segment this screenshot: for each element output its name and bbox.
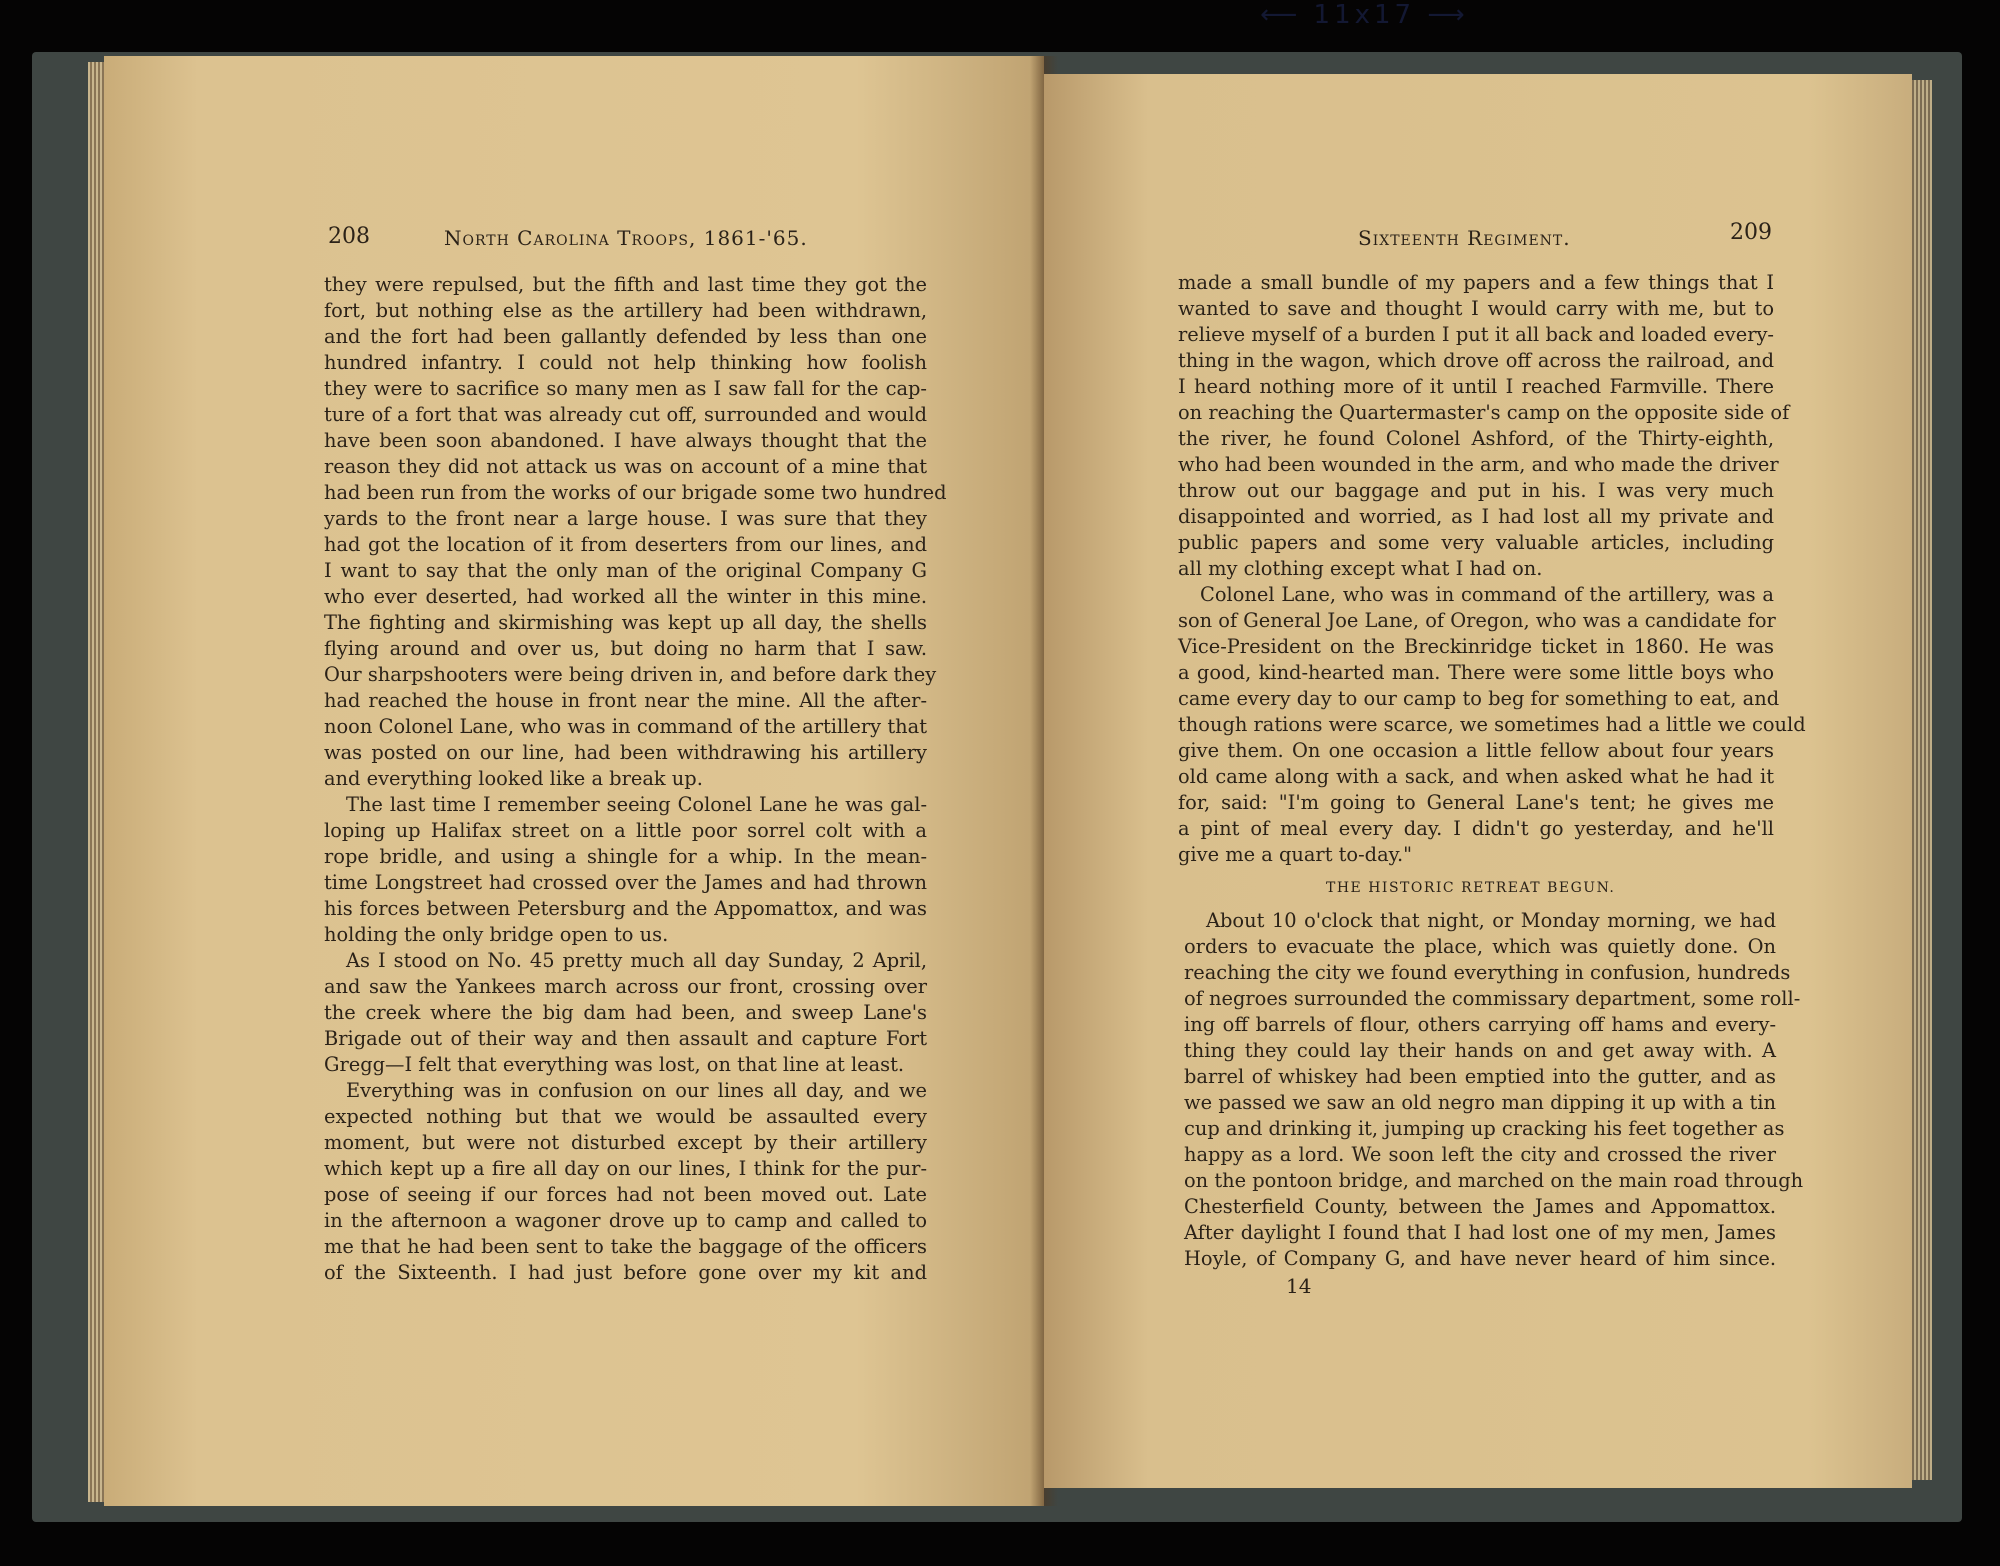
- text-line: time Longstreet had crossed over the James and had thrown: [324, 871, 927, 894]
- text-line: reason they did not attack us was on account of a mine that: [324, 455, 927, 478]
- text-line: the river, he found Colonel Ashford, of the Thirty-eighth,: [1178, 427, 1774, 450]
- text-line: and the fort had been gallantly defended by less than one: [324, 325, 927, 348]
- text-line: The fighting and skirmishing was kept up all day, the shells: [324, 611, 927, 634]
- text-line: came every day to our camp to beg for something to eat, and: [1178, 687, 1780, 710]
- text-line: moment, but were not disturbed except by their artillery: [324, 1131, 927, 1154]
- text-line: Our sharpshooters were being driven in, and before dark they: [324, 663, 937, 686]
- text-line: After daylight I found that I had lost one of my men, James: [1184, 1221, 1776, 1244]
- text-line: thing in the wagon, which drove off across the railroad, and: [1178, 349, 1774, 372]
- text-line: public papers and some very valuable articles, including: [1178, 531, 1774, 554]
- text-line: ture of a fort that was already cut off, surrounded and would: [324, 403, 927, 426]
- text-line: give them. On one occasion a little fellow about four years: [1178, 739, 1774, 762]
- text-line: was posted on our line, had been withdrawing his artillery: [324, 741, 927, 764]
- text-line: a pint of meal every day. I didn't go yesterday, and he'll: [1178, 817, 1774, 840]
- text-line: hundred infantry. I could not help thinking how foolish: [324, 351, 927, 374]
- text-line: disappointed and worried, as I had lost all my private and: [1178, 505, 1774, 528]
- text-line: pose of seeing if our forces had not been moved out. Late: [324, 1183, 927, 1206]
- text-line: who ever deserted, had worked all the winter in this mine.: [324, 585, 927, 608]
- right-page-text-top: [1178, 270, 1806, 868]
- right-page-text-bottom: [1184, 908, 1804, 1272]
- text-line: noon Colonel Lane, who was in command of the artillery that: [324, 715, 927, 738]
- text-line: flying around and over us, but doing no harm that I saw.: [324, 637, 927, 660]
- signature-mark: 14: [1286, 1274, 1312, 1298]
- left-page: [104, 56, 1044, 1506]
- text-line: on the pontoon bridge, and marched on the main road through: [1184, 1169, 1804, 1192]
- text-line: they were repulsed, but the fifth and last time they got the: [324, 273, 927, 296]
- text-line: the creek where the big dam had been, and sweep Lane's: [324, 1001, 927, 1024]
- text-line: Everything was in confusion on our lines all day, and we: [346, 1079, 927, 1102]
- text-line: in the afternoon a wagoner drove up to camp and called to: [324, 1209, 927, 1232]
- text-line: on reaching the Quartermaster's camp on the opposite side of: [1178, 401, 1790, 424]
- right-page: [1044, 74, 1912, 1488]
- text-line: his forces between Petersburg and the Appomattox, and was: [324, 897, 927, 920]
- text-line: me that he had been sent to take the baggage of the officers: [324, 1235, 927, 1258]
- text-line: thing they could lay their hands on and get away with. A: [1184, 1039, 1776, 1062]
- text-line: Chesterfield County, between the James and Appomattox.: [1184, 1195, 1776, 1218]
- text-line: loping up Halifax street on a little poor sorrel colt with a: [324, 819, 927, 842]
- page-number-right: 209: [1730, 220, 1772, 245]
- scale-marker: ⟵ 11x17 ⟶: [1260, 0, 1469, 30]
- text-line: a good, kind-hearted man. There were some little boys who: [1178, 661, 1774, 684]
- text-line: I want to say that the only man of the original Company G: [324, 559, 927, 582]
- text-line: Brigade out of their way and then assault and capture Fort: [324, 1027, 927, 1050]
- text-line: Colonel Lane, who was in command of the artillery, was a: [1200, 583, 1774, 606]
- text-line: relieve myself of a burden I put it all back and loaded every-: [1178, 323, 1774, 346]
- text-line: have been soon abandoned. I have always thought that the: [324, 429, 927, 452]
- text-line: About 10 o'clock that night, or Monday morning, we had: [1206, 909, 1776, 932]
- text-line: made a small bundle of my papers and a few things that I: [1178, 271, 1774, 294]
- text-line: Gregg—I felt that everything was lost, on that line at least.: [324, 1053, 905, 1076]
- text-line: give me a quart to-day.": [1178, 843, 1413, 866]
- text-line: had reached the house in front near the mine. All the after-: [324, 689, 927, 712]
- running-head-right: Sixteenth Regiment.: [1358, 226, 1571, 250]
- text-line: ing off barrels of flour, others carrying off hams and every-: [1184, 1013, 1776, 1036]
- section-heading: THE HISTORIC RETREAT BEGUN.: [1326, 880, 1616, 896]
- running-head-left: North Carolina Troops, 1861-'65.: [444, 226, 808, 250]
- text-line: orders to evacuate the place, which was quietly done. On: [1184, 935, 1776, 958]
- left-page-text: [324, 272, 947, 1286]
- text-line: of negroes surrounded the commissary department, some roll-: [1184, 987, 1801, 1010]
- text-line: fort, but nothing else as the artillery had been withdrawn,: [324, 299, 927, 322]
- page-edges-left: [88, 62, 104, 1502]
- text-line: The last time I remember seeing Colonel Lane he was gal-: [346, 793, 927, 816]
- text-line: all my clothing except what I had on.: [1178, 557, 1543, 580]
- text-line: reaching the city we found everything in confusion, hundreds: [1184, 961, 1791, 984]
- text-line: son of General Joe Lane, of Oregon, who was a candidate for: [1178, 609, 1776, 632]
- text-line: wanted to save and thought I would carry with me, but to: [1178, 297, 1774, 320]
- text-line: and everything looked like a break up.: [324, 767, 703, 790]
- text-line: yards to the front near a large house. I was sure that they: [324, 507, 927, 530]
- text-line: for, said: "I'm going to General Lane's tent; he gives me: [1178, 791, 1774, 814]
- text-line: rope bridle, and using a shingle for a whip. In the mean-: [324, 845, 927, 868]
- text-line: old came along with a sack, and when asked what he had it: [1178, 765, 1774, 788]
- text-line: though rations were scarce, we sometimes had a little we could: [1178, 713, 1806, 736]
- text-line: Vice-President on the Breckinridge ticket in 1860. He was: [1178, 635, 1774, 658]
- text-line: happy as a lord. We soon left the city and crossed the river: [1184, 1143, 1776, 1166]
- text-line: As I stood on No. 45 pretty much all day Sunday, 2 April,: [346, 949, 927, 972]
- text-line: I heard nothing more of it until I reached Farmville. There: [1178, 375, 1774, 398]
- text-line: holding the only bridge open to us.: [324, 923, 669, 946]
- text-line: throw out our baggage and put in his. I was very much: [1178, 479, 1774, 502]
- text-line: expected nothing but that we would be assaulted every: [324, 1105, 927, 1128]
- text-line: cup and drinking it, jumping up cracking his feet together as: [1184, 1117, 1785, 1140]
- text-line: of the Sixteenth. I had just before gone over my kit and: [324, 1261, 927, 1284]
- text-line: had got the location of it from deserters from our lines, and: [324, 533, 927, 556]
- text-line: which kept up a fire all day on our lines, I think for the pur-: [324, 1157, 927, 1180]
- text-line: they were to sacrifice so many men as I saw fall for the cap-: [324, 377, 927, 400]
- page-edges-right: [1910, 80, 1932, 1480]
- text-line: we passed we saw an old negro man dipping it up with a tin: [1184, 1091, 1776, 1114]
- text-line: barrel of whiskey had been emptied into the gutter, and as: [1184, 1065, 1776, 1088]
- text-line: and saw the Yankees march across our front, crossing over: [324, 975, 927, 998]
- text-line: who had been wounded in the arm, and who made the driver: [1178, 453, 1779, 476]
- text-line: Hoyle, of Company G, and have never heard of him since.: [1184, 1247, 1776, 1270]
- page-number-left: 208: [328, 224, 370, 249]
- text-line: had been run from the works of our brigade some two hundred: [324, 481, 947, 504]
